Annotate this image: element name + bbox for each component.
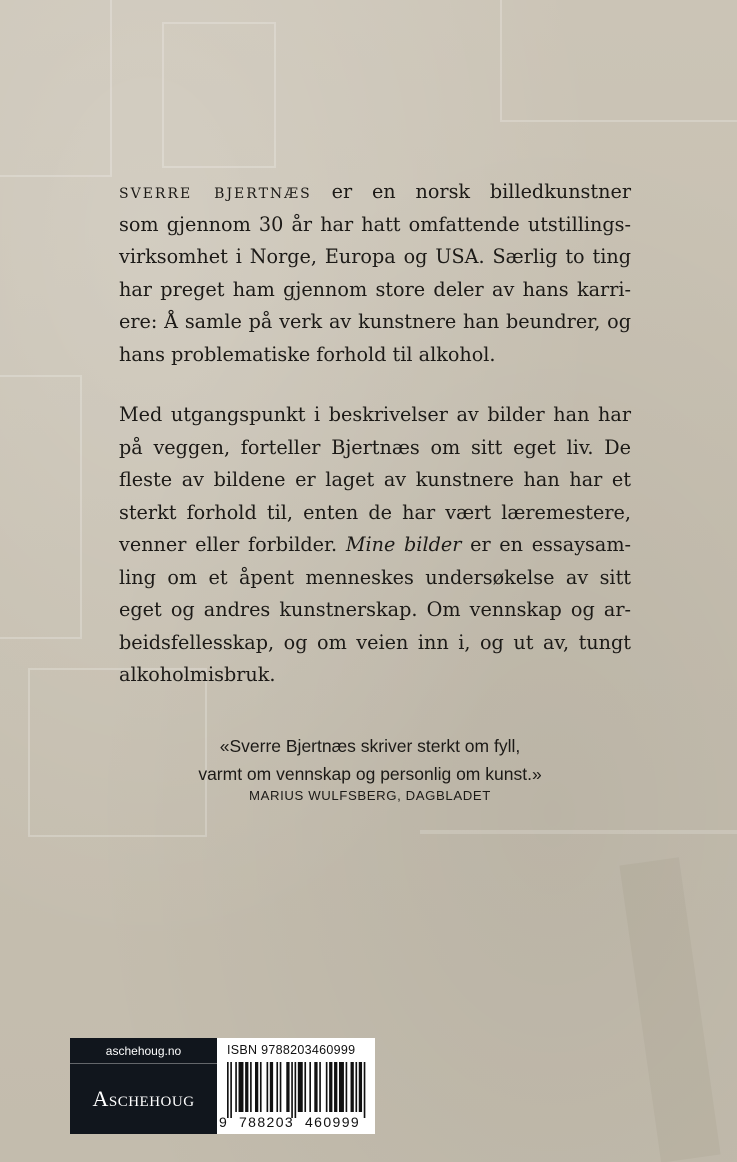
quote-line: varmt om vennskap og personlig om kunst.» xyxy=(198,764,542,784)
barcode-bar xyxy=(235,1062,237,1112)
barcode-bar xyxy=(304,1062,306,1112)
review-quote xyxy=(150,732,590,788)
background-frame-sketch xyxy=(500,0,737,122)
barcode-icon xyxy=(227,1062,367,1118)
publisher-block xyxy=(70,1038,217,1134)
barcode-block xyxy=(217,1038,375,1134)
blurb-line: virksomhet i Norge, Europa og USA. Særlig to ting xyxy=(119,245,631,268)
barcode-bar xyxy=(359,1062,362,1112)
blurb-line: Med utgangspunkt i beskrivelser av bilder han har xyxy=(119,403,631,426)
blurb-line: venner eller forbilder. Mine bilder er en essaysam- xyxy=(119,533,631,556)
barcode-bar xyxy=(286,1062,289,1112)
barcode-digit-first: 9 xyxy=(219,1114,227,1130)
blurb-line: ere: Å samle på verk av kunstnere han beundrer, og xyxy=(119,310,631,333)
blurb-line: sterkt forhold til, enten de har vært læremestere, xyxy=(119,500,631,524)
publisher-logo: Aschehoug xyxy=(92,1086,195,1111)
blurb-line: hans problematiske forhold til alkohol. xyxy=(119,342,496,366)
barcode-bar xyxy=(267,1062,269,1112)
barcode-bar xyxy=(230,1062,232,1118)
blurb-line: eget og andres kunstnerskap. Om vennskap og ar- xyxy=(119,598,631,621)
barcode-bar xyxy=(270,1062,273,1112)
barcode-bar xyxy=(334,1062,337,1112)
barcode-bar xyxy=(364,1062,366,1118)
barcode-bar xyxy=(346,1062,348,1112)
blurb-line: fleste av bildene er laget av kunstnere han har et xyxy=(119,468,631,491)
blurb-line: alkoholmisbruk. xyxy=(119,663,276,686)
book-title: Mine bilder xyxy=(345,533,462,556)
barcode-bar xyxy=(227,1062,229,1118)
barcode-bar xyxy=(298,1062,303,1112)
barcode-digits-left: 788203 xyxy=(239,1114,295,1130)
barcode-bar xyxy=(239,1062,244,1112)
barcode-bar xyxy=(291,1062,293,1118)
barcode-bar xyxy=(260,1062,262,1112)
barcode-bar xyxy=(314,1062,317,1112)
blurb-line: sverre bjertnæs er en norsk billedkunstner xyxy=(119,180,631,203)
blurb-paragraph-1 xyxy=(119,176,631,371)
barcode-bar xyxy=(351,1062,354,1112)
author-name: sverre bjertnæs xyxy=(119,180,312,203)
barcode-bar xyxy=(319,1062,321,1112)
background-shelf-sketch xyxy=(0,375,82,639)
blurb-paragraph-2 xyxy=(119,399,631,692)
barcode-bar xyxy=(255,1062,258,1112)
barcode-digits-right: 460999 xyxy=(305,1114,361,1130)
barcode-bar xyxy=(245,1062,248,1112)
background-bottle-sketch xyxy=(619,857,720,1162)
barcode-bar xyxy=(295,1062,297,1118)
divider xyxy=(70,1063,217,1064)
blurb-line: ling om et åpent menneskes undersøkelse av sitt xyxy=(119,565,631,589)
barcode-bar xyxy=(329,1062,332,1112)
barcode-bar xyxy=(250,1062,252,1112)
blurb-line: har preget ham gjennom store deler av hans karri- xyxy=(119,277,631,301)
background-frame-sketch xyxy=(0,0,112,177)
blurb-line: på veggen, forteller Bjertnæs om sitt eget liv. De xyxy=(119,435,631,459)
blurb-line: som gjennom 30 år har hatt omfattende utstillings- xyxy=(119,212,631,236)
barcode-bar xyxy=(355,1062,357,1112)
background-table-sketch xyxy=(420,830,737,834)
publisher-url: aschehoug.no xyxy=(105,1044,182,1058)
barcode-bar xyxy=(309,1062,311,1112)
barcode-bar xyxy=(276,1062,278,1112)
isbn-label: ISBN 9788203460999 xyxy=(227,1043,356,1057)
quote-line: «Sverre Bjertnæs skriver sterkt om fyll, xyxy=(219,736,521,756)
barcode-bar xyxy=(326,1062,328,1112)
blurb-line: beidsfellesskap, og om veien inn i, og ut av, tungt xyxy=(119,630,631,654)
barcode-bar xyxy=(280,1062,282,1112)
barcode-bar xyxy=(339,1062,344,1112)
quote-source: MARIUS WULFSBERG, DAGBLADET xyxy=(249,788,491,803)
background-frame-sketch xyxy=(162,22,276,168)
